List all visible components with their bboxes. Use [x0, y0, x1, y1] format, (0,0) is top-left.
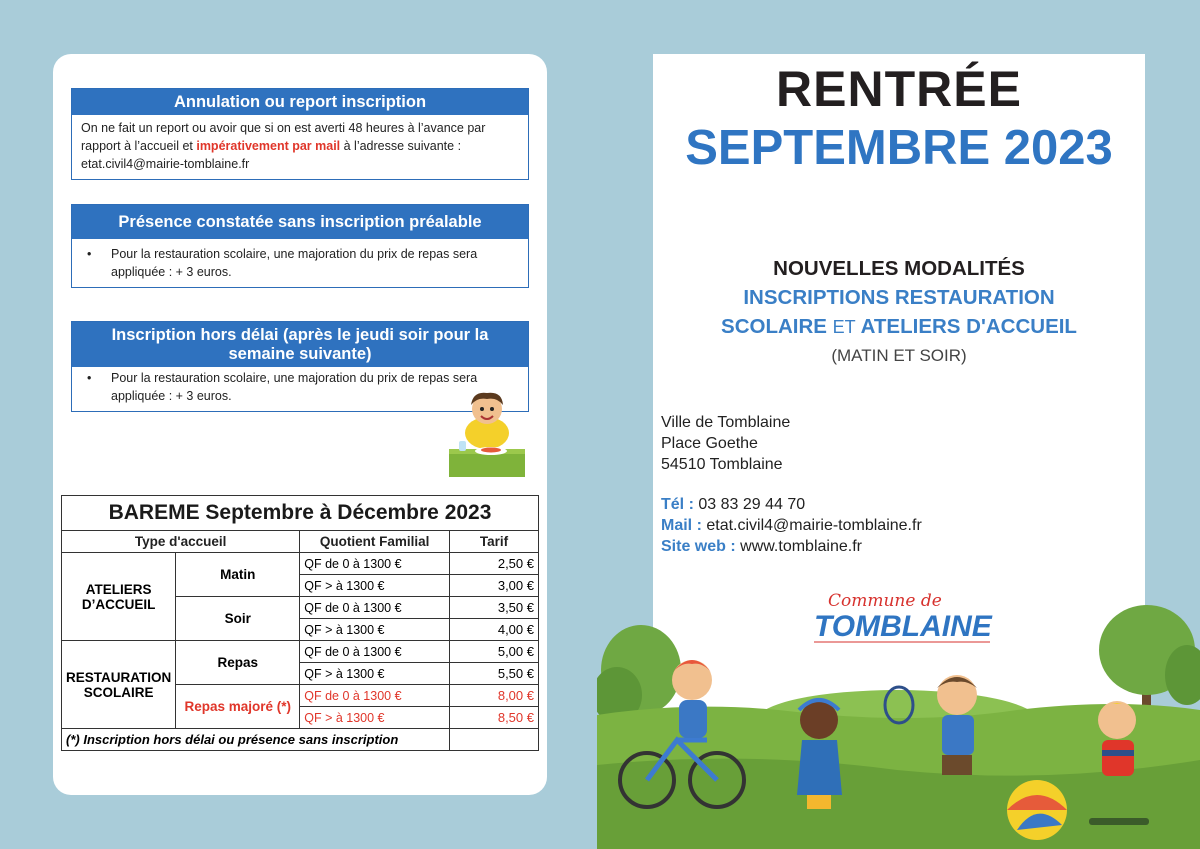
- emphasis-mail: impérativement par mail: [196, 139, 341, 153]
- table-row: Repas majoré (*) QF de 0 à 1300 € 8,00 €: [62, 685, 539, 707]
- table-row: QF > à 1300 € 8,50 €: [62, 707, 539, 729]
- phone-number[interactable]: 03 83 29 44 70: [698, 496, 806, 513]
- sub-matin: Matin: [176, 553, 300, 597]
- page-title: RENTRÉE: [776, 61, 1022, 117]
- header-tarif: Tarif: [450, 531, 539, 553]
- cancellation-title: Annulation ou report inscription: [72, 89, 528, 115]
- modalities-line4: (MATIN ET SOIR): [831, 346, 967, 365]
- page-subtitle: SEPTEMBRE 2023: [685, 121, 1113, 175]
- cancellation-box: [71, 88, 529, 180]
- table-row: Soir QF de 0 à 1300 € 3,50 €: [62, 597, 539, 619]
- children-playing-illustration: [597, 600, 1200, 849]
- modalities-line2: INSCRIPTIONS RESTAURATION: [743, 286, 1055, 309]
- modalities-line3: SCOLAIRE ET ATELIERS D'ACCUEIL: [721, 315, 1077, 338]
- header-qf: Quotient Familial: [300, 531, 450, 553]
- logo-bottom-text: TOMBLAINE: [814, 610, 992, 643]
- list-item: • Pour la restauration scolaire, une majoration du prix de repas sera appliquée : + 3 euros.: [87, 371, 478, 403]
- presence-title: Présence constatée sans inscription préalable: [72, 205, 528, 239]
- table-row: QF > à 1300 € 4,00 €: [62, 619, 539, 641]
- tariff-table: [61, 495, 539, 751]
- header-type: Type d'accueil: [62, 531, 300, 553]
- sub-repas-majore: Repas majoré (*): [176, 685, 300, 729]
- cancellation-text: On ne fait un report ou avoir que si on est averti 48 heures à l’avance par rapport à l’accueil et impérativement par mail à l’adresse suivante : etat.civil4@mairie-tomblaine.fr: [81, 121, 486, 171]
- sub-soir: Soir: [176, 597, 300, 641]
- logo-top-text: Commune de: [828, 591, 942, 611]
- group-restauration: RESTAURATION SCOLAIRE: [62, 641, 176, 729]
- table-row: ATELIERS D’ACCUEIL Matin QF de 0 à 1300 € 2,50 €: [62, 553, 539, 575]
- late-registration-title: Inscription hors délai (après le jeudi soir pour la semaine suivante): [72, 322, 528, 367]
- presence-box: [71, 204, 529, 288]
- website-link[interactable]: www.tomblaine.fr: [740, 538, 862, 555]
- table-row: RESTAURATION SCOLAIRE Repas QF de 0 à 1300 € 5,00 €: [62, 641, 539, 663]
- address-block: Ville de Tomblaine Place Goethe 54510 Tomblaine: [661, 414, 791, 473]
- child-eating-illustration: [447, 389, 527, 479]
- sub-repas: Repas: [176, 641, 300, 685]
- table-row: QF > à 1300 € 3,00 €: [62, 575, 539, 597]
- left-panel: [53, 54, 547, 795]
- group-ateliers: ATELIERS D’ACCUEIL: [62, 553, 176, 641]
- table-row: QF > à 1300 € 5,50 €: [62, 663, 539, 685]
- modalities-heading: NOUVELLES MODALITÉS: [773, 257, 1025, 280]
- table-note: (*) Inscription hors délai ou présence sans inscription: [62, 729, 450, 751]
- list-item: • Pour la restauration scolaire, une majoration du prix de repas sera appliquée : + 3 euros.: [87, 247, 478, 279]
- email-link[interactable]: etat.civil4@mairie-tomblaine.fr: [706, 517, 922, 534]
- table-title: BAREME Septembre à Décembre 2023: [62, 496, 539, 531]
- contact-block: Tél : 03 83 29 44 70 Mail : etat.civil4@mairie-tomblaine.fr Site web : www.tomblaine.fr: [661, 496, 922, 555]
